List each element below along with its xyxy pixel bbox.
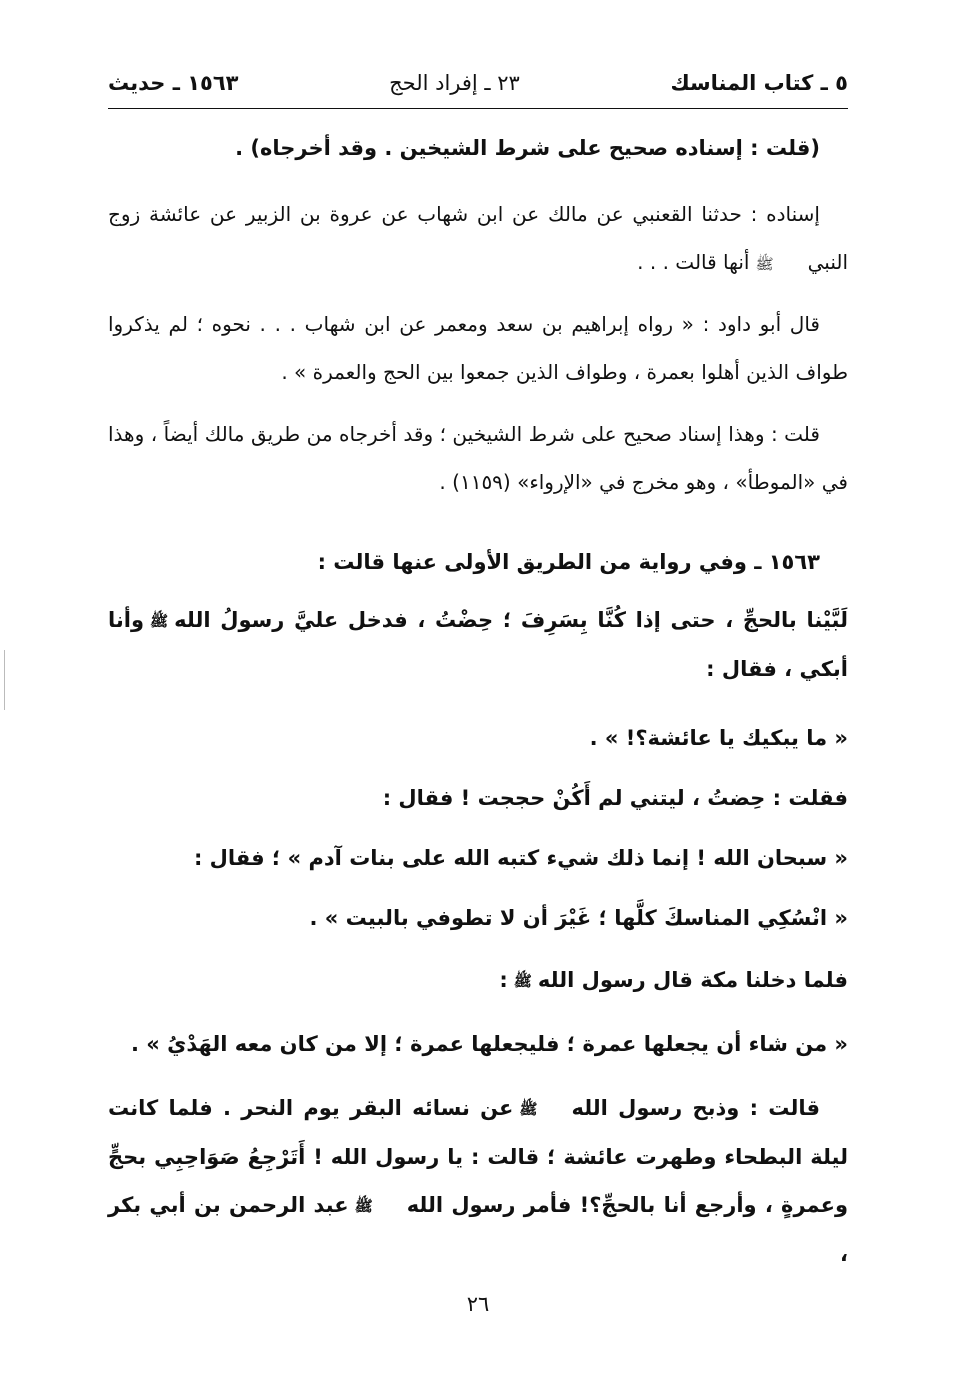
paragraph-text: لَبَّيْنا بالحجِّ ، حتى إذا كُنَّا بِسَرِفَ ؛ حِضْتُ ، فدخل عليَّ رسولُ الله bbox=[174, 608, 848, 632]
paragraph-takhrij-note bbox=[108, 124, 848, 172]
header-divider bbox=[108, 108, 848, 109]
paragraph-text: فلما دخلنا مكة قال رسول الله bbox=[537, 968, 848, 992]
hadith-line-8 bbox=[108, 1084, 848, 1278]
paragraph-text: : bbox=[499, 968, 508, 992]
paragraph-text: قال أبو داود : « رواه إبراهيم بن سعد ومعمر عن ابن شهاب . . . نحوه ؛ لم يذكروا طواف الذين أهلوا بعمرة ، وطواف الذين جمعوا بين الحج والعمرة » . bbox=[108, 312, 848, 384]
paragraph-text: عبد الرحمن بن أبي بكر ، bbox=[108, 1193, 848, 1266]
page-number: ٢٦ bbox=[466, 1292, 490, 1316]
hadith-line-7 bbox=[108, 1020, 876, 1068]
paragraph-text: « سبحان الله ! إنما ذلك شيء كتبه الله على بنات آدم » ؛ فقال : bbox=[193, 846, 848, 870]
paragraph-text: فقلت : حِضتُ ، ليتني لم أَكُنْ حججت ! فقال : bbox=[382, 786, 848, 810]
honorific-glyph: ﷺ bbox=[755, 254, 774, 273]
honorific-glyph: ﷺ bbox=[150, 612, 169, 630]
paragraph-text: قالت : وذبح رسول الله bbox=[571, 1096, 820, 1120]
paragraph-text: (قلت : إسناده صحيح على شرط الشيخين . وقد أخرجاه) . bbox=[235, 136, 820, 160]
scan-edge-mark bbox=[4, 650, 5, 710]
paragraph-text: « من شاء أن يجعلها عمرة ؛ فليجعلها عمرة ؛ إلا من كان معه الهَدْيُ » . bbox=[130, 1032, 848, 1056]
hadith-heading bbox=[108, 538, 848, 586]
honorific-glyph: ﷺ bbox=[354, 1197, 373, 1215]
paragraph-isnad bbox=[108, 190, 848, 288]
header-hadith-number: ١٥٦٣ ـ حديث bbox=[108, 71, 239, 95]
hadith-title: ١٥٦٣ ـ وفي رواية من الطريق الأولى عنها قالت : bbox=[317, 550, 820, 574]
header-section: ٢٣ ـ إفراد الحج bbox=[389, 71, 520, 95]
paragraph-text: عن نسائه البقر يوم النحر . فلما كانت ليلة البطحاء وطهرت عائشة ؛ قالت : يا رسول الله ! أَتَرْجِعُ صَوَاحِبِي بحجٍّ وعمرةٍ ، وأرجع أنا بالحجِّ؟! فأمر رسول الله bbox=[108, 1096, 848, 1217]
hadith-line-6 bbox=[108, 956, 876, 1005]
paragraph-text: وأنا أبكي ، فقال : bbox=[108, 608, 848, 681]
header-chapter: ٥ ـ كتاب المناسك bbox=[670, 71, 848, 95]
hadith-line-1 bbox=[108, 596, 848, 693]
paragraph-text: أنها قالت . . . bbox=[637, 250, 750, 274]
paragraph-grading bbox=[108, 410, 848, 506]
honorific-glyph: ﷺ bbox=[519, 1100, 538, 1118]
hadith-line-3 bbox=[108, 774, 876, 822]
hadith-line-2 bbox=[108, 714, 876, 762]
running-header bbox=[108, 66, 848, 100]
paragraph-abu-dawud bbox=[108, 300, 848, 396]
paragraph-text: إسناده : حدثنا القعنبي عن مالك عن ابن شهاب عن عروة بن الزبير عن عائشة زوج النبي bbox=[108, 202, 848, 274]
paragraph-text: « انْسُكِي المناسكَ كلَّها ؛ غَيْرَ أن لا تطوفي بالبيت » . bbox=[309, 906, 848, 930]
paragraph-text: « ما يبكيك يا عائشة؟! » . bbox=[589, 726, 848, 750]
honorific-glyph: ﷺ bbox=[513, 972, 532, 990]
hadith-line-4 bbox=[108, 834, 876, 882]
hadith-line-5 bbox=[108, 894, 876, 942]
paragraph-text: قلت : وهذا إسناد صحيح على شرط الشيخين ؛ وقد أخرجاه من طريق مالك أيضاً ، وهذا في «الموطأ» ، وهو مخرج في «الإرواء» (١١٥٩) . bbox=[108, 422, 848, 494]
